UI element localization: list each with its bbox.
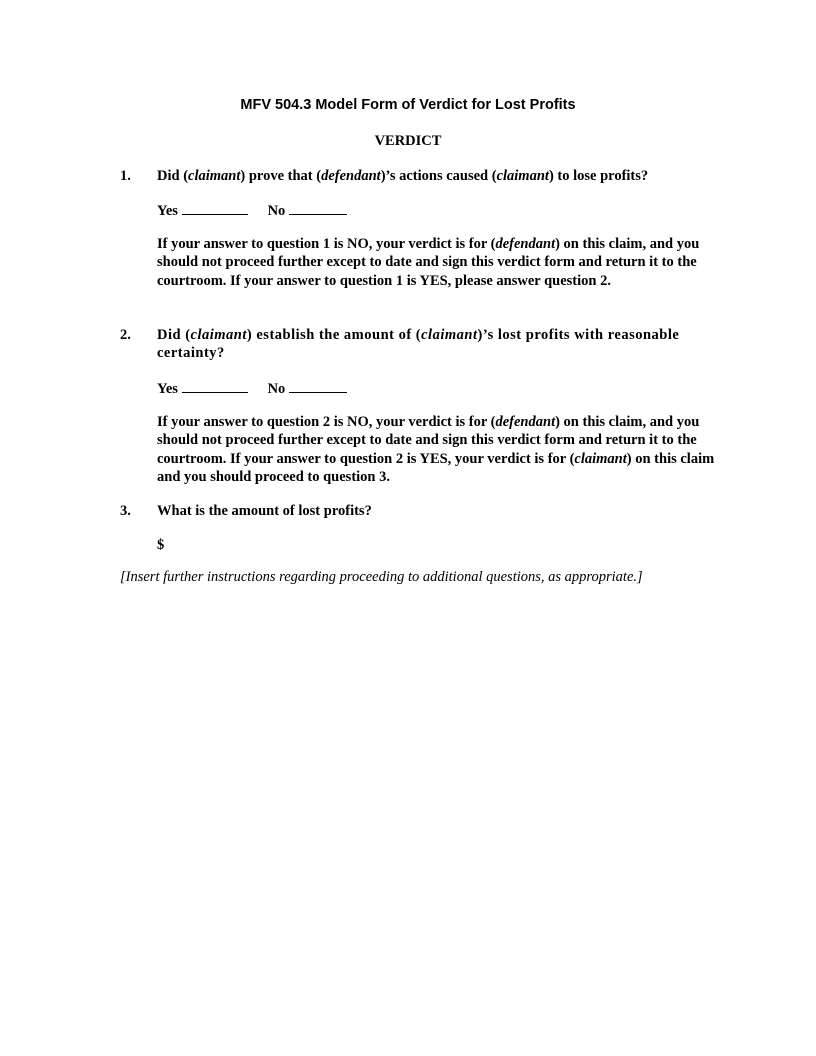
q1-instr-defendant: defendant	[495, 236, 556, 252]
q2-no-blank[interactable]	[289, 379, 347, 393]
question-2-number: 2.	[120, 327, 131, 343]
q2-text-part: ) establish the amount of (	[246, 327, 422, 343]
q2-text-part: )’s lost profits with reasonable certainty?	[157, 327, 680, 362]
q2-instr-part: If your answer to question 2 is NO, your verdict is for (	[157, 414, 496, 430]
question-2-answer-row	[157, 379, 347, 398]
question-3-number: 3.	[120, 503, 131, 519]
q2-instr-part: ) on this claim, and you should not proceed further except to date and sign this verdict form and return it to the courtroom. If your answer to question 2 is YES, your verdict is for (	[157, 414, 700, 467]
q2-instr-part: ) on this claim and you should proceed to question 3.	[157, 450, 715, 485]
q2-instr-claimant: claimant	[574, 450, 627, 467]
q1-text-part: Did (	[157, 168, 189, 184]
q1-defendant: defendant	[321, 168, 381, 184]
q1-text-part: ) prove that (	[240, 168, 322, 184]
question-3-text: What is the amount of lost profits?	[157, 503, 372, 519]
q2-yes-label: Yes	[157, 381, 178, 397]
q1-yes-label: Yes	[157, 203, 178, 219]
question-2-text	[157, 326, 722, 363]
q1-text-part: ) to lose profits?	[548, 168, 649, 184]
q1-instr-part: ) on this claim, and you should not proceed further except to date and sign this verdict form and return it to the courtroom. If your answer to question 1 is YES, please answer question 2.	[157, 236, 700, 289]
further-instructions-note: [Insert further instructions regarding proceeding to additional questions, as appropriate.]	[120, 569, 643, 585]
q1-no-blank[interactable]	[289, 201, 347, 215]
verdict-heading: VERDICT	[374, 133, 442, 149]
q2-no-label: No	[267, 381, 286, 397]
question-1-answer-row	[157, 201, 347, 220]
page-title: MFV 504.3 Model Form of Verdict for Lost Profits	[240, 97, 576, 113]
question-3-amount-field[interactable]: $	[157, 537, 165, 553]
q2-claimant: claimant	[190, 327, 247, 343]
q1-text-part: )’s actions caused (	[380, 168, 497, 184]
question-1-text	[157, 167, 722, 185]
q2-text-part: Did (	[157, 327, 191, 343]
q2-yes-blank[interactable]	[182, 379, 248, 393]
q2-instr-defendant: defendant	[495, 414, 556, 430]
question-1-number: 1.	[120, 168, 131, 184]
question-2-instructions	[157, 413, 722, 486]
q2-claimant: claimant	[421, 327, 478, 343]
q1-no-label: No	[267, 203, 286, 219]
q1-yes-blank[interactable]	[182, 201, 248, 215]
q1-claimant: claimant	[496, 168, 549, 184]
question-1-instructions	[157, 235, 722, 290]
q1-claimant: claimant	[188, 168, 241, 184]
q1-instr-part: If your answer to question 1 is NO, your verdict is for (	[157, 236, 496, 252]
